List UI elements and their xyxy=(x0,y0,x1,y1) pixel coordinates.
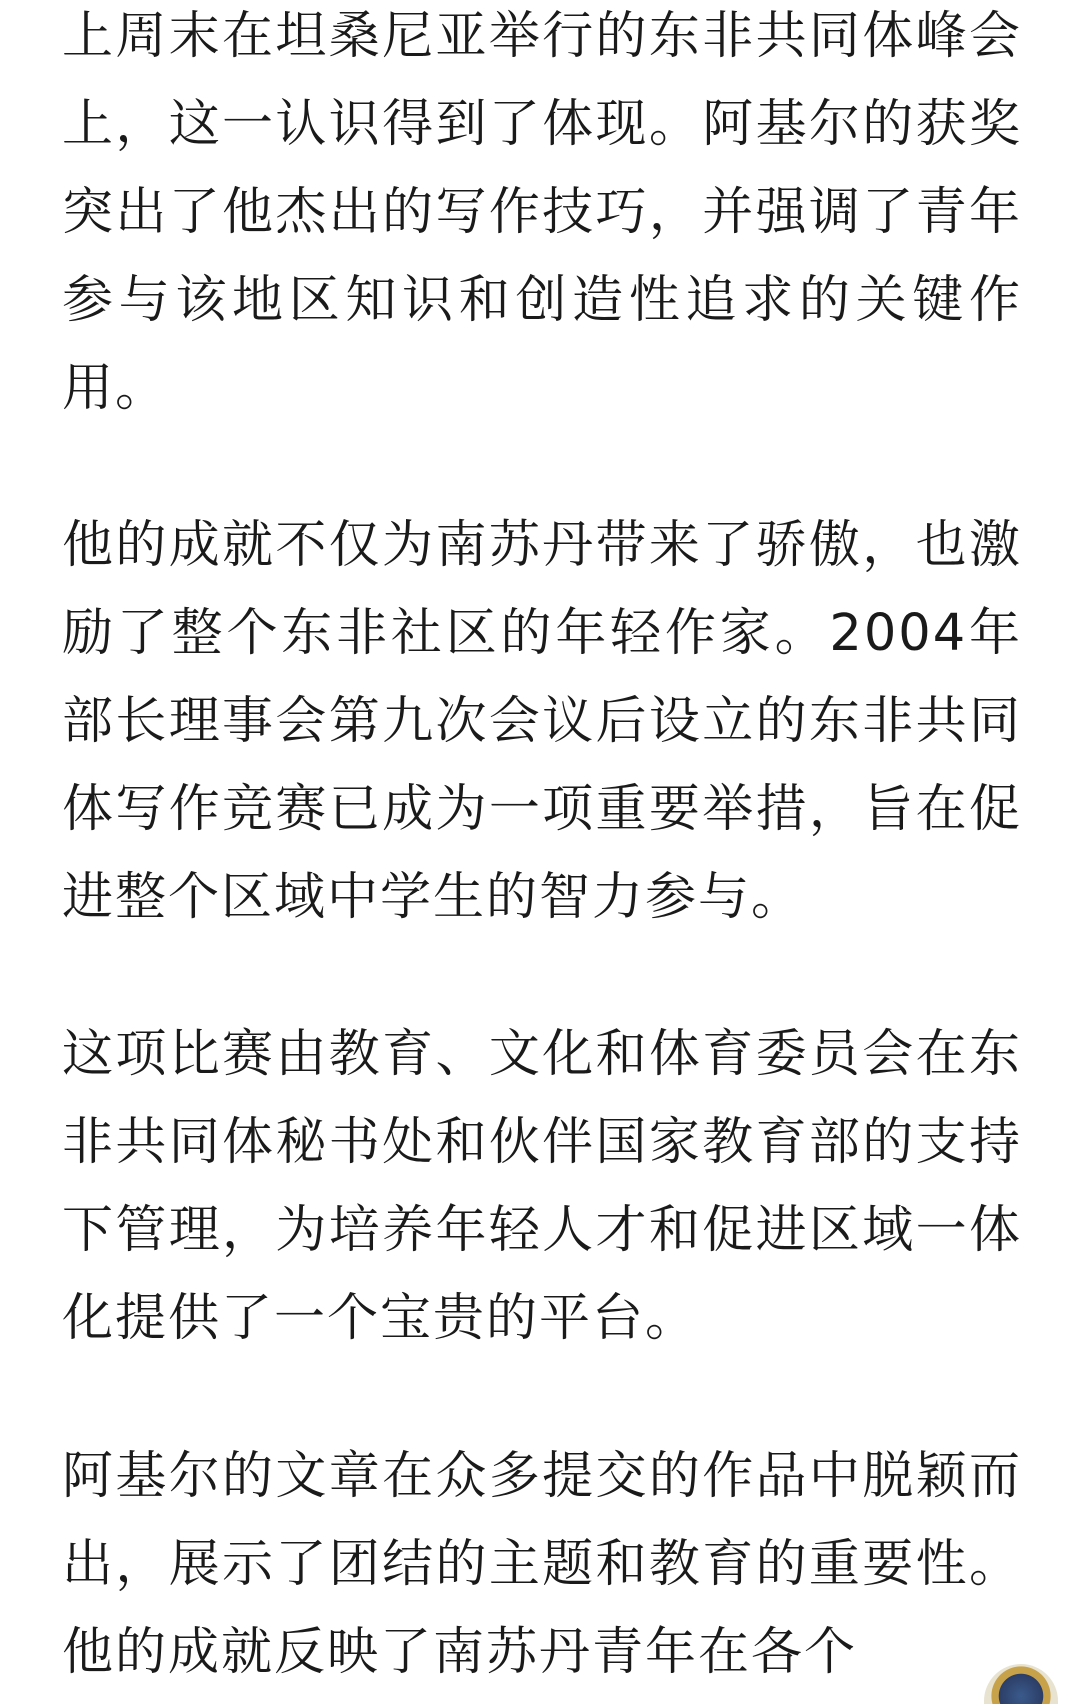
article-paragraph-1: 上周末在坦桑尼亚举行的东非共同体峰会上，这一认识得到了体现。阿基尔的获奖突出了他杰出的写作技巧，并强调了青年参与该地区知识和创造性追求的关键作用。 xyxy=(62,7,1022,418)
article-paragraph-3: 这项比赛由教育、文化和体育委员会在东非共同体秘书处和伙伴国家教育部的支持下管理，为培养年轻人才和促进区域一体化提供了一个宝贵的平台。 xyxy=(62,1025,1022,1348)
article-paragraph-2: 他的成就不仅为南苏丹带来了骄傲，也激励了整个东非社区的年轻作家。2004年部长理事会第九次会议后设立的东非共同体写作竞赛已成为一项重要举措，旨在促进整个区域中学生的智力参与。 xyxy=(62,516,1022,927)
article-paragraph-4: 阿基尔的文章在众多提交的作品中脱颖而出，展示了团结的主题和教育的重要性。他的成就反映了南苏丹青年在各个 xyxy=(62,1447,1022,1682)
